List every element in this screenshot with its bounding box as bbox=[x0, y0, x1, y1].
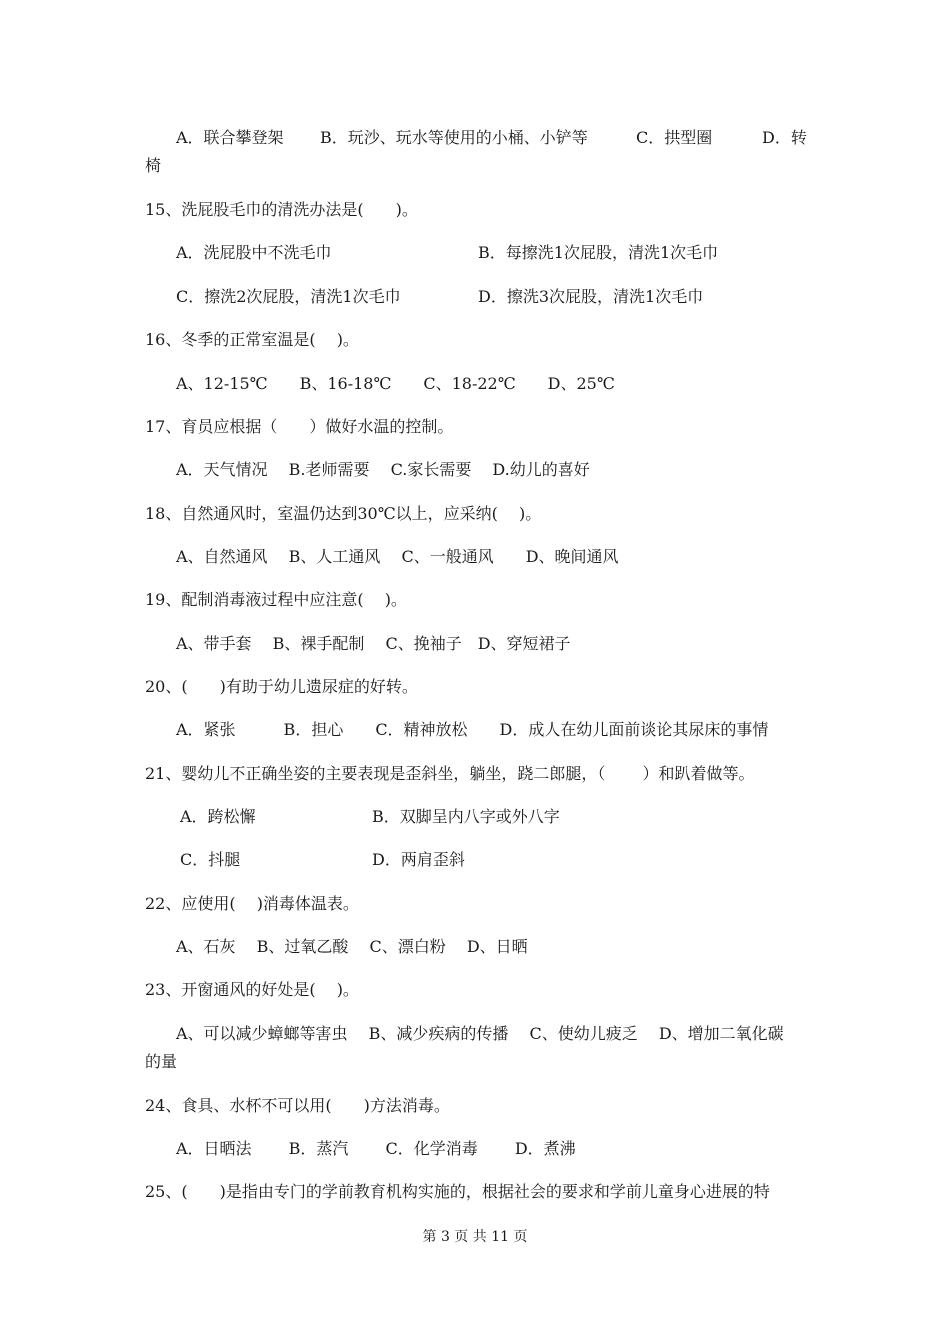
q23-stem: 23、开窗通风的好处是( )。 bbox=[145, 980, 359, 999]
q18-options: A、自然通风 B、人工通风 C、一般通风 D、晚间通风 bbox=[176, 547, 619, 566]
q14-option-a: A．联合攀登架 bbox=[176, 128, 284, 147]
q24-options: A．日晒法 B．蒸汽 C．化学消毒 D．煮沸 bbox=[176, 1139, 576, 1158]
q21-option-a: A．跨松懈 bbox=[180, 807, 256, 826]
q22-options: A、石灰 B、过氧乙酸 C、漂白粉 D、日晒 bbox=[176, 937, 528, 956]
q17-stem: 17、育员应根据（ ）做好水温的控制。 bbox=[145, 417, 454, 436]
q21-option-b: B．双脚呈内八字或外八字 bbox=[372, 807, 560, 826]
q15-option-d: D．擦洗3次屁股，清洗1次毛巾 bbox=[478, 287, 704, 306]
q16-options: A、12-15℃ B、16-18℃ C、18-22℃ D、25℃ bbox=[176, 374, 615, 393]
q14-option-d: D．转 bbox=[762, 128, 807, 147]
q23-options: A、可以减少蟑螂等害虫 B、减少疾病的传播 C、使幼儿疲乏 D、增加二氧化碳 bbox=[176, 1024, 784, 1043]
q25-stem: 25、( )是指由专门的学前教育机构实施的，根据社会的要求和学前儿童身心进展的特 bbox=[145, 1182, 770, 1201]
q21-option-c: C．抖腿 bbox=[180, 850, 241, 869]
q15-option-a: A．洗屁股中不洗毛巾 bbox=[176, 243, 332, 262]
q21-option-d: D．两肩歪斜 bbox=[372, 850, 465, 869]
q14-option-d-continued: 椅 bbox=[145, 156, 162, 175]
q16-stem: 16、冬季的正常室温是( )。 bbox=[145, 330, 359, 349]
q24-stem: 24、食具、水杯不可以用( )方法消毒。 bbox=[145, 1096, 450, 1115]
q19-stem: 19、配制消毒液过程中应注意( )。 bbox=[145, 590, 407, 609]
q15-stem: 15、洗屁股毛巾的清洗办法是( )。 bbox=[145, 200, 418, 219]
q21-stem: 21、婴幼儿不正确坐姿的主要表现是歪斜坐，躺坐，跷二郎腿，（ ）和趴着做等。 bbox=[145, 764, 755, 783]
q15-option-c: C．擦洗2次屁股，清洗1次毛巾 bbox=[176, 287, 401, 306]
q19-options: A、带手套 B、裸手配制 C、挽袖子 D、穿短裙子 bbox=[176, 634, 571, 653]
page-footer: 第 3 页 共 11 页 bbox=[422, 1229, 528, 1245]
q14-option-b: B．玩沙、玩水等使用的小桶、小铲等 bbox=[320, 128, 588, 147]
q22-stem: 22、应使用( )消毒体温表。 bbox=[145, 894, 359, 913]
q23-options-continued: 的量 bbox=[145, 1052, 178, 1071]
q15-option-b: B．每擦洗1次屁股，清洗1次毛巾 bbox=[478, 243, 719, 262]
q18-stem: 18、自然通风时，室温仍达到30℃以上，应采纳( )。 bbox=[145, 504, 542, 523]
q14-option-c: C．拱型圈 bbox=[636, 128, 713, 147]
q17-options: A．天气情况 B.老师需要 C.家长需要 D.幼儿的喜好 bbox=[176, 460, 590, 479]
q20-stem: 20、( )有助于幼儿遗尿症的好转。 bbox=[145, 677, 418, 696]
q20-options: A．紧张 B．担心 C．精神放松 D．成人在幼儿面前谈论其尿床的事情 bbox=[176, 720, 769, 739]
